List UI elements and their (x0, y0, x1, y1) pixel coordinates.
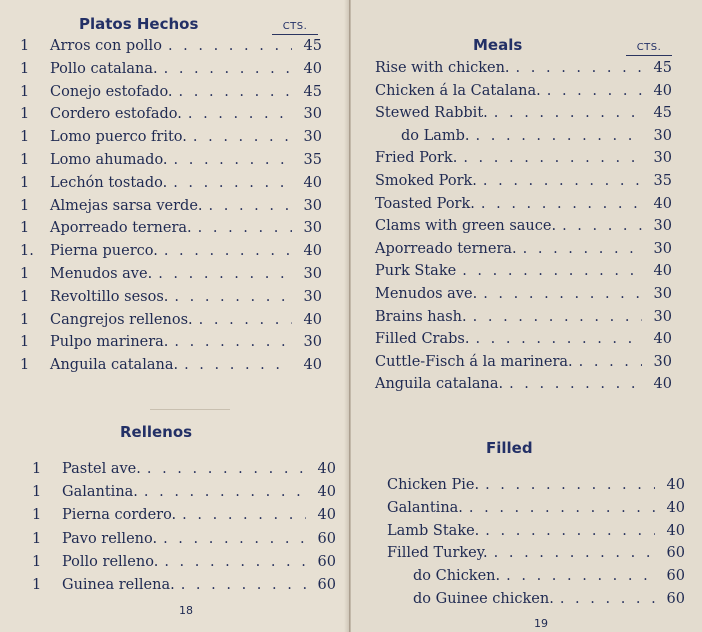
divider (150, 409, 230, 410)
page-number: 18 (179, 604, 193, 617)
item-quantity: 1 (20, 60, 30, 77)
item-name: Pavo relleno. (62, 530, 158, 547)
item-quantity: 1 (20, 38, 30, 54)
item-name: Pierna cordero. (62, 507, 177, 524)
leader-dots (141, 461, 306, 477)
item-name: Filled Crabs. (375, 331, 470, 348)
leader-dots (477, 286, 642, 302)
item-price: 30 (303, 129, 322, 146)
item-name: do Guinee chicken. (413, 591, 554, 607)
item-name: Menudos ave. (375, 286, 478, 302)
item-name: do Lamb. (401, 127, 470, 144)
leader-dots (456, 263, 642, 279)
item-name: do Chicken. (413, 568, 501, 585)
leader-dots (457, 150, 642, 166)
item-name: Aporreado ternera. (375, 240, 517, 257)
item-quantity: 1 (32, 484, 42, 501)
menu-item-row (20, 312, 322, 334)
item-price: 35 (303, 152, 322, 168)
leader-dots (503, 376, 642, 392)
item-name: Menudos ave. (50, 266, 153, 282)
item-quantity: 1 (20, 334, 30, 351)
item-name: Chicken á la Catalana. (375, 82, 541, 99)
item-price: 40 (653, 331, 672, 348)
item-price: 45 (653, 60, 672, 76)
leader-dots (193, 312, 292, 328)
leader-dots (157, 531, 306, 547)
item-name: Aporreado ternera. (50, 220, 192, 237)
leader-dots (168, 334, 292, 350)
item-price: 60 (317, 553, 336, 570)
item-price: 40 (653, 376, 672, 393)
menu-item-row (32, 507, 336, 529)
cts-header: CTS. (626, 42, 672, 56)
leader-dots (463, 500, 655, 516)
item-name: Brains hash. (375, 308, 467, 325)
menu-item-row (20, 289, 322, 311)
leader-dots (475, 196, 642, 212)
item-name: Purk Stake (375, 263, 457, 280)
item-price: 60 (666, 545, 685, 562)
leader-dots (182, 106, 292, 122)
leader-dots (488, 105, 642, 121)
leader-dots (479, 477, 655, 493)
menu-item-row (375, 150, 672, 172)
page-number: 19 (534, 617, 548, 630)
menu-item-row (387, 545, 685, 567)
item-price: 30 (653, 353, 672, 370)
leader-dots (517, 241, 642, 257)
item-price: 30 (303, 106, 322, 123)
leader-dots (138, 484, 306, 500)
item-price: 30 (653, 240, 672, 257)
item-price: 40 (666, 499, 685, 516)
item-name: Pollo relleno. (62, 553, 159, 570)
section-title-meals: Meals (473, 36, 523, 54)
item-price: 45 (303, 38, 322, 54)
item-price: 40 (303, 243, 322, 260)
item-price: 30 (303, 334, 322, 351)
menu-item-row (375, 60, 672, 82)
leader-dots (467, 309, 642, 325)
item-quantity: 1 (20, 129, 30, 146)
item-quantity: 1 (20, 197, 30, 214)
item-name: Cordero estofado. (50, 106, 182, 123)
item-price: 40 (666, 522, 685, 539)
item-name: Lamb Stake. (387, 522, 480, 539)
item-name: Lomo puerco frito. (50, 129, 187, 146)
item-quantity: 1 (32, 461, 42, 477)
menu-item-row (375, 83, 672, 105)
menu-item-row (375, 286, 672, 308)
menu-item-row (20, 175, 322, 197)
leader-dots (554, 591, 655, 607)
item-price: 30 (653, 127, 672, 144)
item-price: 60 (317, 530, 336, 547)
menu-item-row (32, 461, 336, 483)
item-name: Toasted Pork. (375, 195, 475, 212)
item-quantity: 1 (20, 311, 30, 328)
leader-dots (178, 357, 292, 373)
leader-dots (479, 523, 655, 539)
leader-dots (167, 175, 292, 191)
menu-item-row (20, 129, 322, 151)
item-price: 40 (303, 174, 322, 191)
item-name: Lomo ahumado. (50, 152, 168, 168)
item-price: 60 (666, 591, 685, 607)
item-name: Guinea rellena. (62, 577, 175, 593)
item-price: 45 (653, 105, 672, 122)
menu-item-row (375, 241, 672, 263)
leader-dots (168, 289, 292, 305)
item-price: 30 (303, 266, 322, 282)
leader-dots (470, 128, 642, 144)
menu-item-row (375, 128, 672, 150)
menu-item-row (20, 38, 322, 60)
item-price: 45 (303, 83, 322, 100)
item-quantity: 1 (20, 288, 30, 305)
leader-dots (176, 507, 306, 523)
leader-dots (173, 84, 292, 100)
cts-header: CTS. (272, 21, 318, 35)
leader-dots (469, 331, 642, 347)
menu-item-row (32, 531, 336, 553)
item-price: 35 (653, 173, 672, 189)
menu-item-row (387, 523, 685, 545)
menu-item-row (375, 263, 672, 285)
menu-item-row (387, 591, 685, 613)
menu-item-row (20, 84, 322, 106)
item-quantity: 1 (32, 507, 42, 524)
item-price: 40 (317, 461, 336, 477)
item-quantity: 1 (20, 152, 30, 168)
leader-dots (477, 173, 642, 189)
item-price: 40 (317, 484, 336, 501)
section-title-filled: Filled (486, 439, 533, 457)
leader-dots (488, 545, 655, 561)
item-name: Revoltillo sesos. (50, 288, 169, 305)
item-name: Fried Pork. (375, 150, 458, 167)
leader-dots (175, 577, 306, 593)
item-name: Galantina. (62, 484, 138, 501)
menu-item-row (375, 309, 672, 331)
item-name: Almejas sarsa verde. (50, 197, 203, 214)
leader-dots (510, 60, 642, 76)
menu-item-row (20, 106, 322, 128)
menu-item-row (20, 266, 322, 288)
left-page (0, 0, 350, 632)
menu-item-row (375, 218, 672, 240)
item-price: 40 (653, 82, 672, 99)
leader-dots (556, 218, 642, 234)
menu-item-row (20, 357, 322, 379)
item-price: 30 (653, 150, 672, 167)
menu-item-row (375, 376, 672, 398)
section-title-rellenos: Rellenos (120, 423, 193, 441)
menu-item-row (20, 334, 322, 356)
item-price: 40 (303, 311, 322, 328)
item-price: 40 (653, 263, 672, 280)
menu-item-row (20, 198, 322, 220)
item-quantity: 1 (20, 83, 30, 100)
item-quantity: 1 (20, 220, 30, 237)
item-price: 30 (303, 220, 322, 237)
menu-item-row (32, 577, 336, 599)
leader-dots (162, 38, 292, 54)
leader-dots (541, 83, 642, 99)
item-price: 60 (317, 577, 336, 593)
leader-dots (152, 266, 292, 282)
item-quantity: 1 (20, 266, 30, 282)
leader-dots (158, 554, 306, 570)
item-price: 40 (303, 357, 322, 374)
item-quantity: 1 (20, 174, 30, 191)
item-name: Lechón tostado. (50, 174, 168, 191)
leader-dots (168, 152, 292, 168)
item-name: Anguila catalana. (375, 376, 504, 393)
item-price: 60 (666, 568, 685, 585)
leader-dots (158, 243, 292, 259)
leader-dots (187, 129, 292, 145)
item-name: Anguila catalana. (50, 357, 179, 374)
menu-item-row (387, 568, 685, 590)
leader-dots (203, 198, 292, 214)
menu-item-row (32, 484, 336, 506)
item-name: Conejo estofado. (50, 83, 173, 100)
item-name: Pulpo marinera. (50, 334, 169, 351)
item-quantity: 1 (20, 357, 30, 374)
item-name: Galantina. (387, 499, 463, 516)
menu-item-row (375, 331, 672, 353)
item-name: Cuttle-Fisch á la marinera. (375, 353, 573, 370)
menu-item-row (32, 554, 336, 576)
item-name: Clams with green sauce. (375, 218, 557, 235)
menu-item-row (20, 152, 322, 174)
menu-item-row (387, 500, 685, 522)
menu-item-row (375, 105, 672, 127)
right-page (351, 0, 702, 632)
item-name: Stewed Rabbit. (375, 105, 488, 122)
item-name: Rise with chicken. (375, 60, 510, 76)
item-quantity: 1 (20, 106, 30, 123)
item-name: Smoked Pork. (375, 173, 477, 189)
item-price: 40 (317, 507, 336, 524)
item-price: 30 (303, 197, 322, 214)
item-name: Filled Turkey. (387, 545, 488, 562)
item-price: 40 (666, 477, 685, 493)
item-quantity: 1 (32, 553, 42, 570)
item-name: Chicken Pie. (387, 477, 480, 493)
item-quantity: 1. (20, 243, 34, 260)
menu-item-row (20, 61, 322, 83)
menu-item-row (375, 173, 672, 195)
item-price: 30 (653, 286, 672, 302)
item-price: 40 (653, 195, 672, 212)
item-price: 40 (303, 60, 322, 77)
leader-dots (158, 61, 292, 77)
leader-dots (573, 354, 642, 370)
menu-item-row (20, 220, 322, 242)
item-name: Pierna puerco. (50, 243, 158, 260)
item-name: Pastel ave. (62, 461, 141, 477)
leader-dots (192, 220, 292, 236)
section-title-platos-hechos: Platos Hechos (79, 15, 199, 33)
item-price: 30 (653, 308, 672, 325)
menu-item-row (375, 196, 672, 218)
item-price: 30 (303, 288, 322, 305)
item-quantity: 1 (32, 530, 42, 547)
item-quantity: 1 (32, 577, 42, 593)
menu-item-row (387, 477, 685, 499)
item-name: Cangrejos rellenos. (50, 311, 193, 328)
menu-item-row (20, 243, 322, 265)
leader-dots (500, 568, 655, 584)
menu-item-row (375, 354, 672, 376)
item-name: Pollo catalana. (50, 60, 158, 77)
item-name: Arros con pollo (50, 38, 162, 54)
item-price: 30 (653, 218, 672, 235)
